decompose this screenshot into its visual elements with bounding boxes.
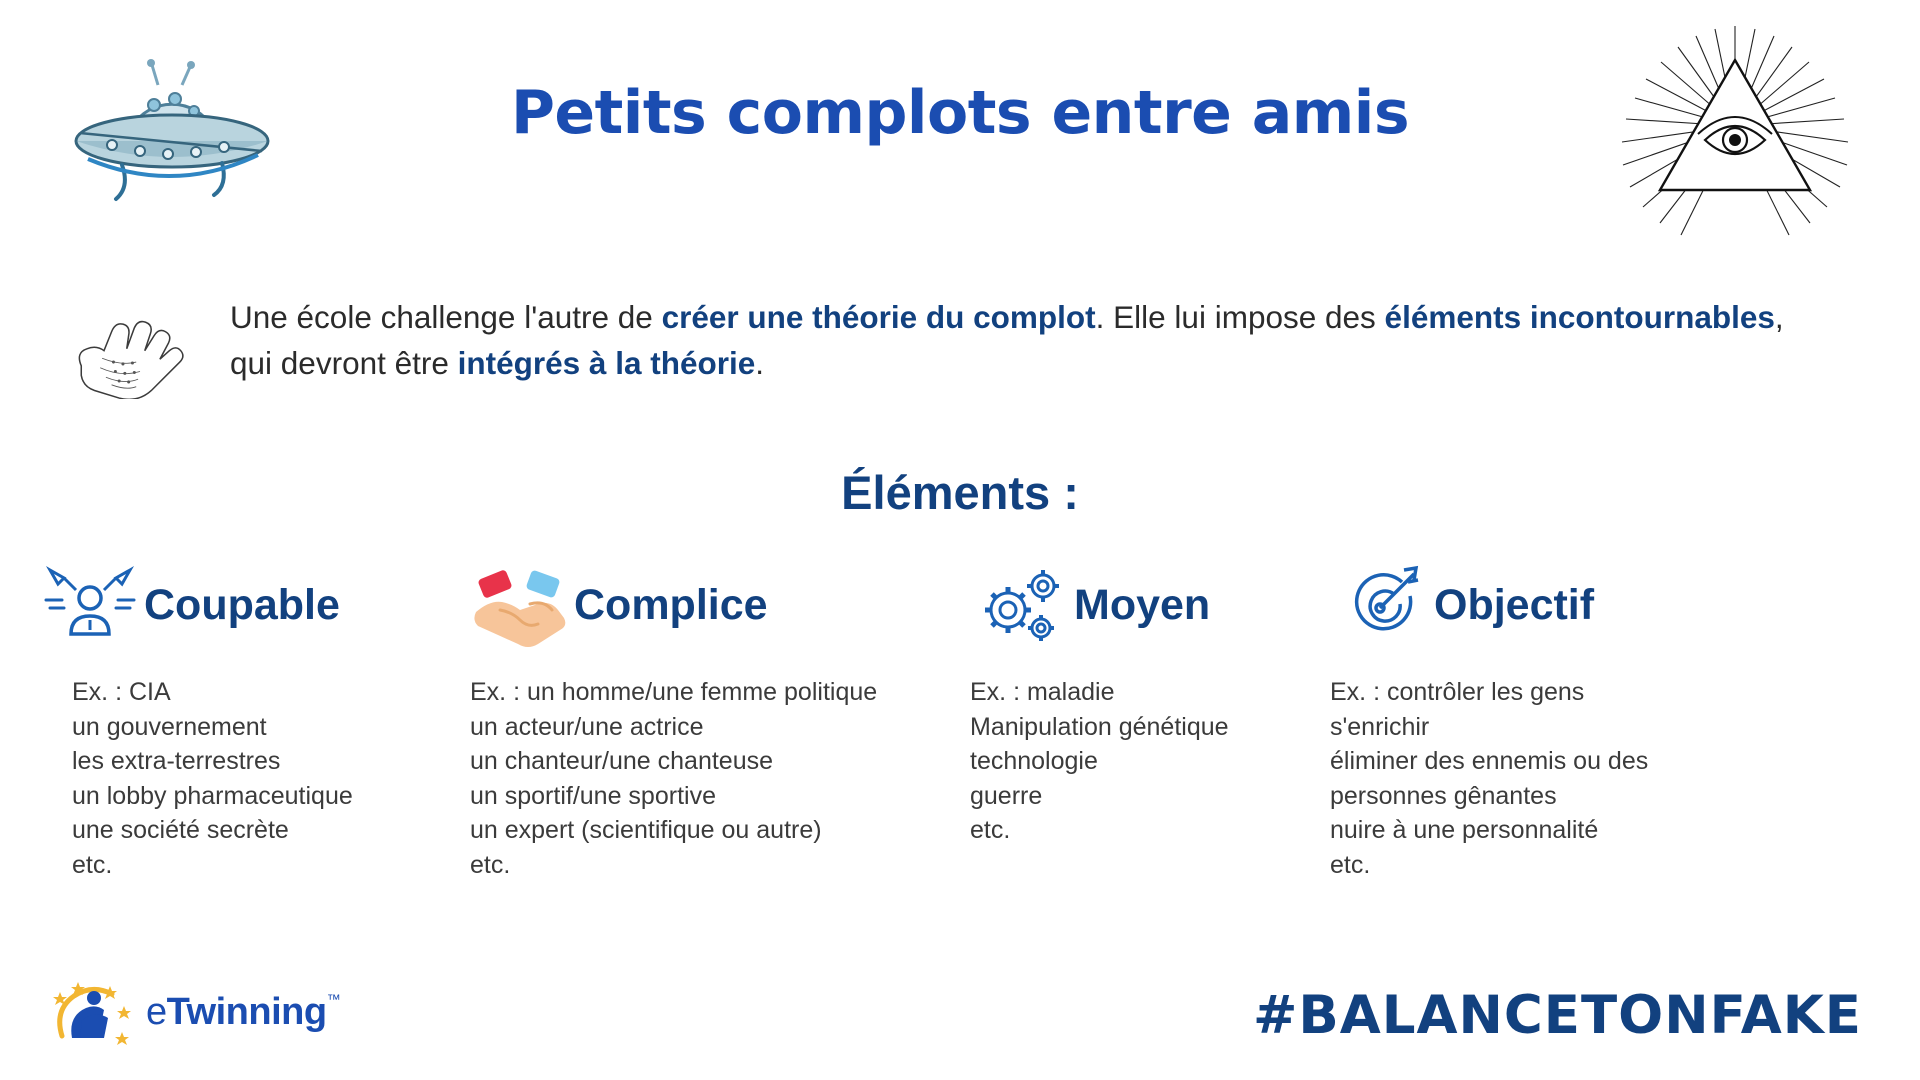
list-item: Manipulation génétique <box>970 712 1229 741</box>
list-item: etc. <box>470 850 511 879</box>
footer <box>0 968 1920 1058</box>
column-items <box>40 675 470 882</box>
header <box>0 0 1920 270</box>
palmistry-hand-icon <box>60 309 220 399</box>
etwinning-wordmark <box>146 991 340 1034</box>
column-header <box>40 555 470 655</box>
column-title: Objectif <box>1434 580 1595 629</box>
suspect-person-icon <box>40 560 140 650</box>
list-item: s'enrichir <box>1330 712 1430 741</box>
column-complice <box>470 555 970 882</box>
column-objectif <box>1330 555 1750 882</box>
list-item: éliminer des ennemis ou des personnes gênantes <box>1330 747 1649 810</box>
list-item: Ex. : maladie <box>970 678 1115 706</box>
intro-paragraph <box>220 295 1830 386</box>
intro-part-3: éléments incontournables <box>1384 299 1775 335</box>
intro-part-0: Une école challenge l'autre de <box>230 299 662 335</box>
page-title: Petits complots entre amis <box>510 78 1410 148</box>
list-item: une société secrète <box>72 816 289 844</box>
etwinning-logo-block <box>52 976 340 1048</box>
etwinning-prefix: e <box>146 990 167 1033</box>
list-item: un lobby pharmaceutique <box>72 781 353 810</box>
column-header <box>470 555 970 655</box>
column-title: Complice <box>574 580 768 629</box>
list-item: Ex. : CIA <box>72 678 171 706</box>
list-item: Ex. : contrôler les gens <box>1330 678 1585 706</box>
column-header <box>1330 555 1750 655</box>
list-item: nuire à une personnalité <box>1330 816 1599 844</box>
target-dart-icon <box>1330 560 1430 650</box>
column-title: Moyen <box>1074 580 1211 629</box>
list-item: etc. <box>970 816 1011 844</box>
hashtag-balancetonfake: #BALANCETONFAKE <box>1252 985 1862 1046</box>
list-item: un expert (scientifique ou autre) <box>470 816 822 844</box>
column-items <box>1330 675 1750 882</box>
etwinning-logo <box>52 976 144 1048</box>
list-item: guerre <box>970 781 1043 810</box>
list-item: les extra-terrestres <box>72 747 281 775</box>
intro-part-5: intégrés à la théorie <box>457 344 756 381</box>
list-item: un acteur/une actrice <box>470 712 704 741</box>
intro-part-6: . <box>755 344 765 381</box>
column-moyen <box>970 555 1330 848</box>
intro-block <box>60 295 1860 399</box>
list-item: un chanteur/une chanteuse <box>470 747 774 775</box>
list-item: Ex. : un homme/une femme politique <box>470 678 878 706</box>
intro-part-1: créer une théorie du complot <box>661 299 1096 335</box>
list-item: un gouvernement <box>72 712 267 741</box>
etwinning-trademark: ™ <box>326 990 341 1007</box>
list-item: etc. <box>1330 850 1371 879</box>
list-item: technologie <box>970 747 1098 775</box>
elements-columns <box>40 555 1890 882</box>
column-coupable <box>40 555 470 882</box>
list-item: un sportif/une sportive <box>470 781 716 810</box>
list-item: etc. <box>72 850 113 879</box>
etwinning-name: Twinning <box>166 990 327 1033</box>
intro-part-2: . Elle lui impose des <box>1095 299 1385 335</box>
column-title: Coupable <box>144 580 340 629</box>
intro-part-4: , qui devront être <box>230 299 1784 381</box>
column-header <box>970 555 1330 655</box>
gears-icon <box>970 560 1070 650</box>
column-items <box>970 675 1330 848</box>
elements-heading: Éléments : <box>841 466 1079 519</box>
column-items <box>470 675 970 882</box>
handshake-icon <box>470 560 570 650</box>
